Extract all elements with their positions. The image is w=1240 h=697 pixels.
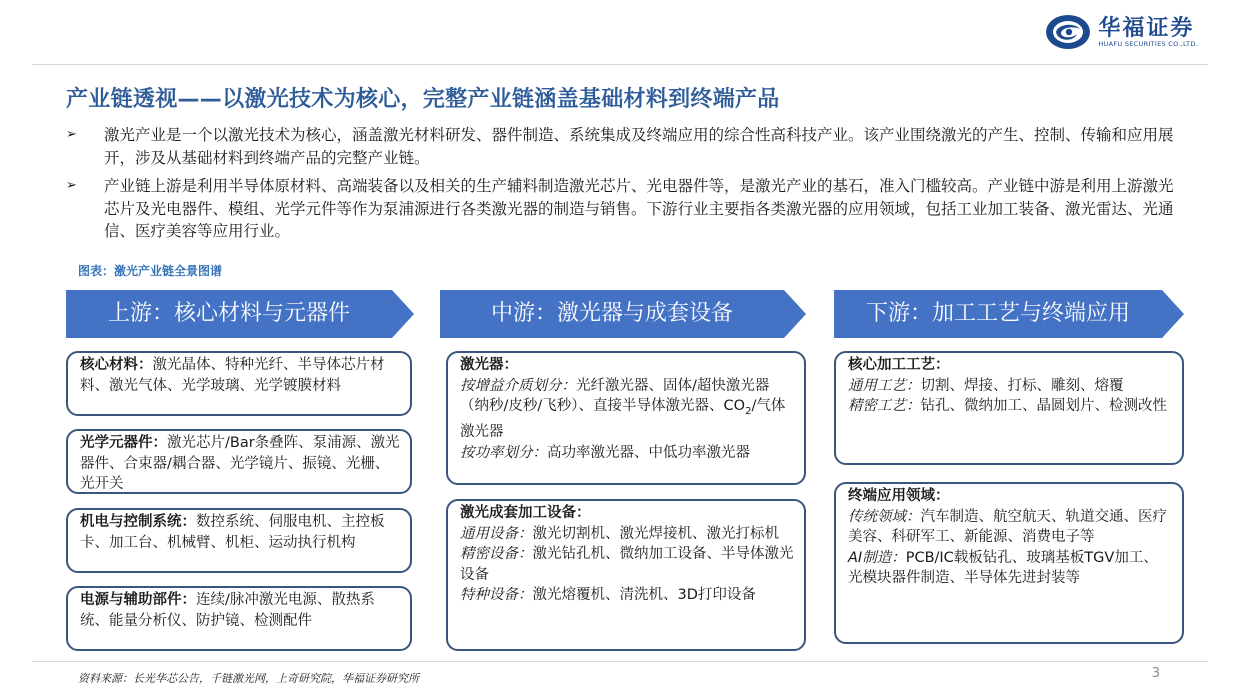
box-heading: 机电与控制系统： <box>80 514 196 530</box>
box-text: 连续/脉冲激光电源、散热系统、能量分析仪、防护镜、检测配件 <box>80 592 375 629</box>
box-line <box>460 443 794 464</box>
box-text: 数控系统、伺服电机、主控板卡、加工台、机械臂、机柜、运动执行机构 <box>80 514 385 551</box>
logo-swirl-icon <box>1044 12 1092 52</box>
box-line-label: 精密设备： <box>460 546 533 562</box>
footer-divider <box>32 661 1208 662</box>
box-line-text: /气体激光器 <box>460 398 786 441</box>
box-line-text: 切割、焊接、打标、雕刻、熔覆 <box>920 377 1124 394</box>
downstream-stage-arrow <box>834 290 1184 338</box>
bullet-text: 产业链上游是利用半导体原材料、高端装备以及相关的生产辅料制造激光芯片、光电器件等，是激光产业的基石，准入门槛较高。产业链中游是利用上游激光芯片及光电器件、模组、光学元件等作为泵浦源进行各类激光器的制造与销售。下游行业主要指各类激光器的应用领域，包括工业加工装备、激光雷达、光通信、医疗美容等应用行业。 <box>104 177 1174 240</box>
box-line-text: PCB/IC载板钻孔、玻璃基板TGV加工、光模块器件制造、半导体先进封装等 <box>848 549 1158 586</box>
box-line-label: 通用设备： <box>460 525 533 542</box>
bullet-text: 激光产业是一个以激光技术为核心，涵盖激光材料研发、器件制造、系统集成及终端应用的综合性高科技产业。该产业围绕激光的产生、控制、传输和应用展开，涉及从基础材料到终端产品的完整产业链。 <box>104 126 1174 167</box>
upstream-box-mechatronics <box>66 508 412 573</box>
arrow-bullet-icon: ➢ <box>66 127 77 142</box>
downstream-box-processes <box>834 351 1184 465</box>
downstream-stage-label: 下游：加工工艺与终端应用 <box>865 301 1130 326</box>
box-heading: 终端应用领域： <box>848 488 950 504</box>
page-title: 产业链透视——以激光技术为核心，完整产业链涵盖基础材料到终端产品 <box>66 87 780 112</box>
box-heading: 激光成套加工设备： <box>460 505 591 521</box>
box-line-text: 激光熔覆机、清洗机、3D打印设备 <box>532 587 756 603</box>
figure-caption: 图表：激光产业链全景图谱 <box>78 264 223 278</box>
upstream-box-core-materials <box>66 351 412 416</box>
upstream-stage-arrow <box>66 290 414 338</box>
midstream-stage-label: 中游：激光器与成套设备 <box>490 301 733 326</box>
box-line-text: 激光切割机、激光焊接机、激光打标机 <box>532 525 779 542</box>
box-line <box>848 507 1172 548</box>
box-line <box>848 396 1172 417</box>
bullet-list <box>66 124 1186 249</box>
midstream-box-lasers <box>446 351 806 485</box>
box-line-label: 传统领域： <box>848 508 921 525</box>
box-line <box>460 585 794 606</box>
box-line-label: 按增益介质划分： <box>460 377 576 394</box>
box-line-label: 特种设备： <box>460 587 533 603</box>
logo-english-name: HUAFU SECURITIES CO.,LTD. <box>1098 39 1198 48</box>
box-line <box>460 524 794 545</box>
box-line-label: 按功率划分： <box>460 444 547 461</box>
upstream-box-optical-components <box>66 429 412 494</box>
box-heading: 光学元器件： <box>80 435 167 451</box>
box-line <box>460 376 794 443</box>
bullet-item <box>66 175 1186 243</box>
source-note: 资料来源：长光华芯公告，千链激光网，上奇研究院，华福证券研究所 <box>78 672 419 685</box>
box-line-text: 激光钻孔机、微纳加工设备、半导体激光设备 <box>460 546 794 583</box>
company-logo <box>1044 12 1198 52</box>
box-text: 激光芯片/Bar条叠阵、泵浦源、激光器件、合束器/耦合器、光学镜片、振镜、光栅、光开关 <box>80 435 400 492</box>
box-line-text: 汽车制造、航空航天、轨道交通、医疗美容、科研军工、新能源、消费电子等 <box>848 508 1167 545</box>
arrow-bullet-icon: ➢ <box>66 178 77 193</box>
box-heading: 核心加工工艺： <box>848 357 950 373</box>
box-line-text: 高功率激光器、中低功率激光器 <box>547 444 750 461</box>
box-line <box>848 376 1172 397</box>
box-line-label: 精密工艺： <box>848 398 921 414</box>
subscript-text: 2 <box>745 405 752 417</box>
upstream-stage-label: 上游：核心材料与元器件 <box>107 301 350 326</box>
upstream-box-power-auxiliary <box>66 586 412 651</box>
page-number: 3 <box>1151 666 1160 681</box>
downstream-box-applications <box>834 482 1184 644</box>
bullet-item <box>66 124 1186 169</box>
box-line <box>460 544 794 585</box>
box-line-label: 通用工艺： <box>848 377 921 394</box>
box-line-text: 钻孔、微纳加工、晶圆划片、检测改性 <box>920 398 1167 414</box>
midstream-box-equipment <box>446 499 806 651</box>
box-line-label: AI制造： <box>848 549 906 566</box>
box-text: 激光晶体、特种光纤、半导体芯片材料、激光气体、光学玻璃、光学镀膜材料 <box>80 357 385 394</box>
midstream-stage-arrow <box>440 290 806 338</box>
box-line <box>848 548 1172 589</box>
header-divider <box>32 64 1208 65</box>
logo-chinese-name: 华福证券 <box>1098 14 1195 41</box>
box-heading: 电源与辅助部件： <box>80 592 196 608</box>
box-heading: 激光器： <box>460 357 518 373</box>
box-heading: 核心材料： <box>80 357 153 373</box>
box-line-text: 光纤激光器、固体/超快激光器（纳秒/皮秒/飞秒）、直接半导体激光器、CO <box>460 377 770 414</box>
